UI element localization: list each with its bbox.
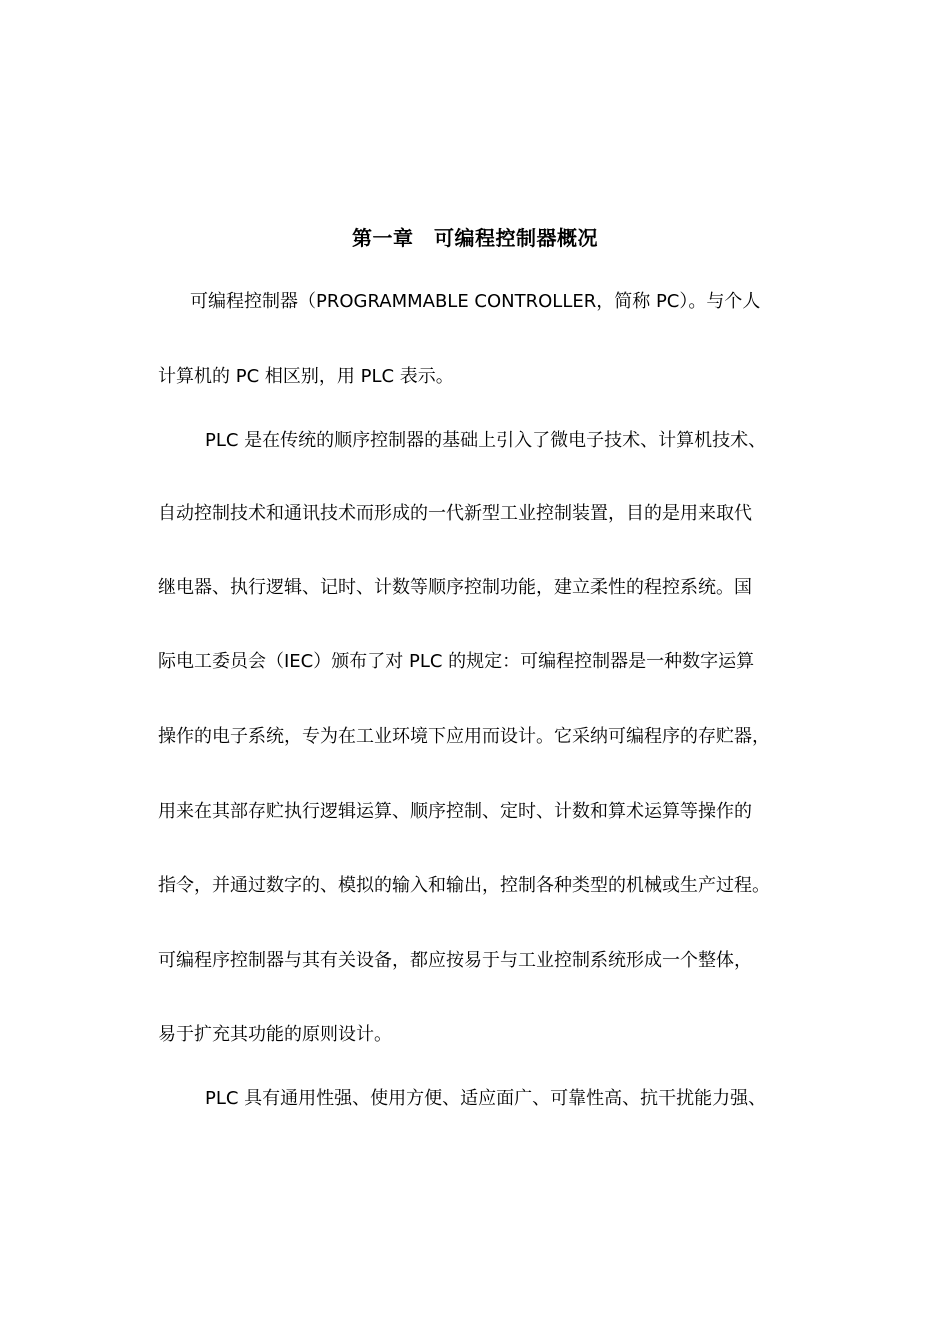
paragraph-line: 用来在其部存贮执行逻辑运算、顺序控制、定时、计数和算术运算等操作的: [158, 801, 752, 822]
paragraph-line: 自动控制技术和通讯技术而形成的一代新型工业控制装置，目的是用来取代: [158, 503, 752, 524]
paragraph-line: PLC 是在传统的顺序控制器的基础上引入了微电子技术、计算机技术、: [205, 430, 767, 451]
chapter-title: 第一章 可编程控制器概况: [352, 226, 598, 250]
paragraph-line: 可编程控制器（PROGRAMMABLE CONTROLLER，简称 PC）。与个人: [190, 291, 761, 312]
paragraph-line: 指令，并通过数字的、模拟的输入和输出，控制各种类型的机械或生产过程。: [158, 875, 770, 896]
paragraph-line: 际电工委员会（IEC）颁布了对 PLC 的规定：可编程控制器是一种数字运算: [158, 651, 755, 672]
paragraph-line: 可编程序控制器与其有关设备，都应按易于与工业控制系统形成一个整体，: [158, 950, 752, 971]
paragraph-line: 继电器、执行逻辑、记时、计数等顺序控制功能，建立柔性的程控系统。国: [158, 577, 752, 598]
paragraph-line: 易于扩充其功能的原则设计。: [158, 1024, 392, 1045]
paragraph-line: 计算机的 PC 相区别，用 PLC 表示。: [158, 366, 454, 387]
paragraph-line: 操作的电子系统，专为在工业环境下应用而设计。它采纳可编程序的存贮器，: [158, 726, 770, 747]
paragraph-line: PLC 具有通用性强、使用方便、适应面广、可靠性高、抗干扰能力强、: [205, 1088, 767, 1109]
